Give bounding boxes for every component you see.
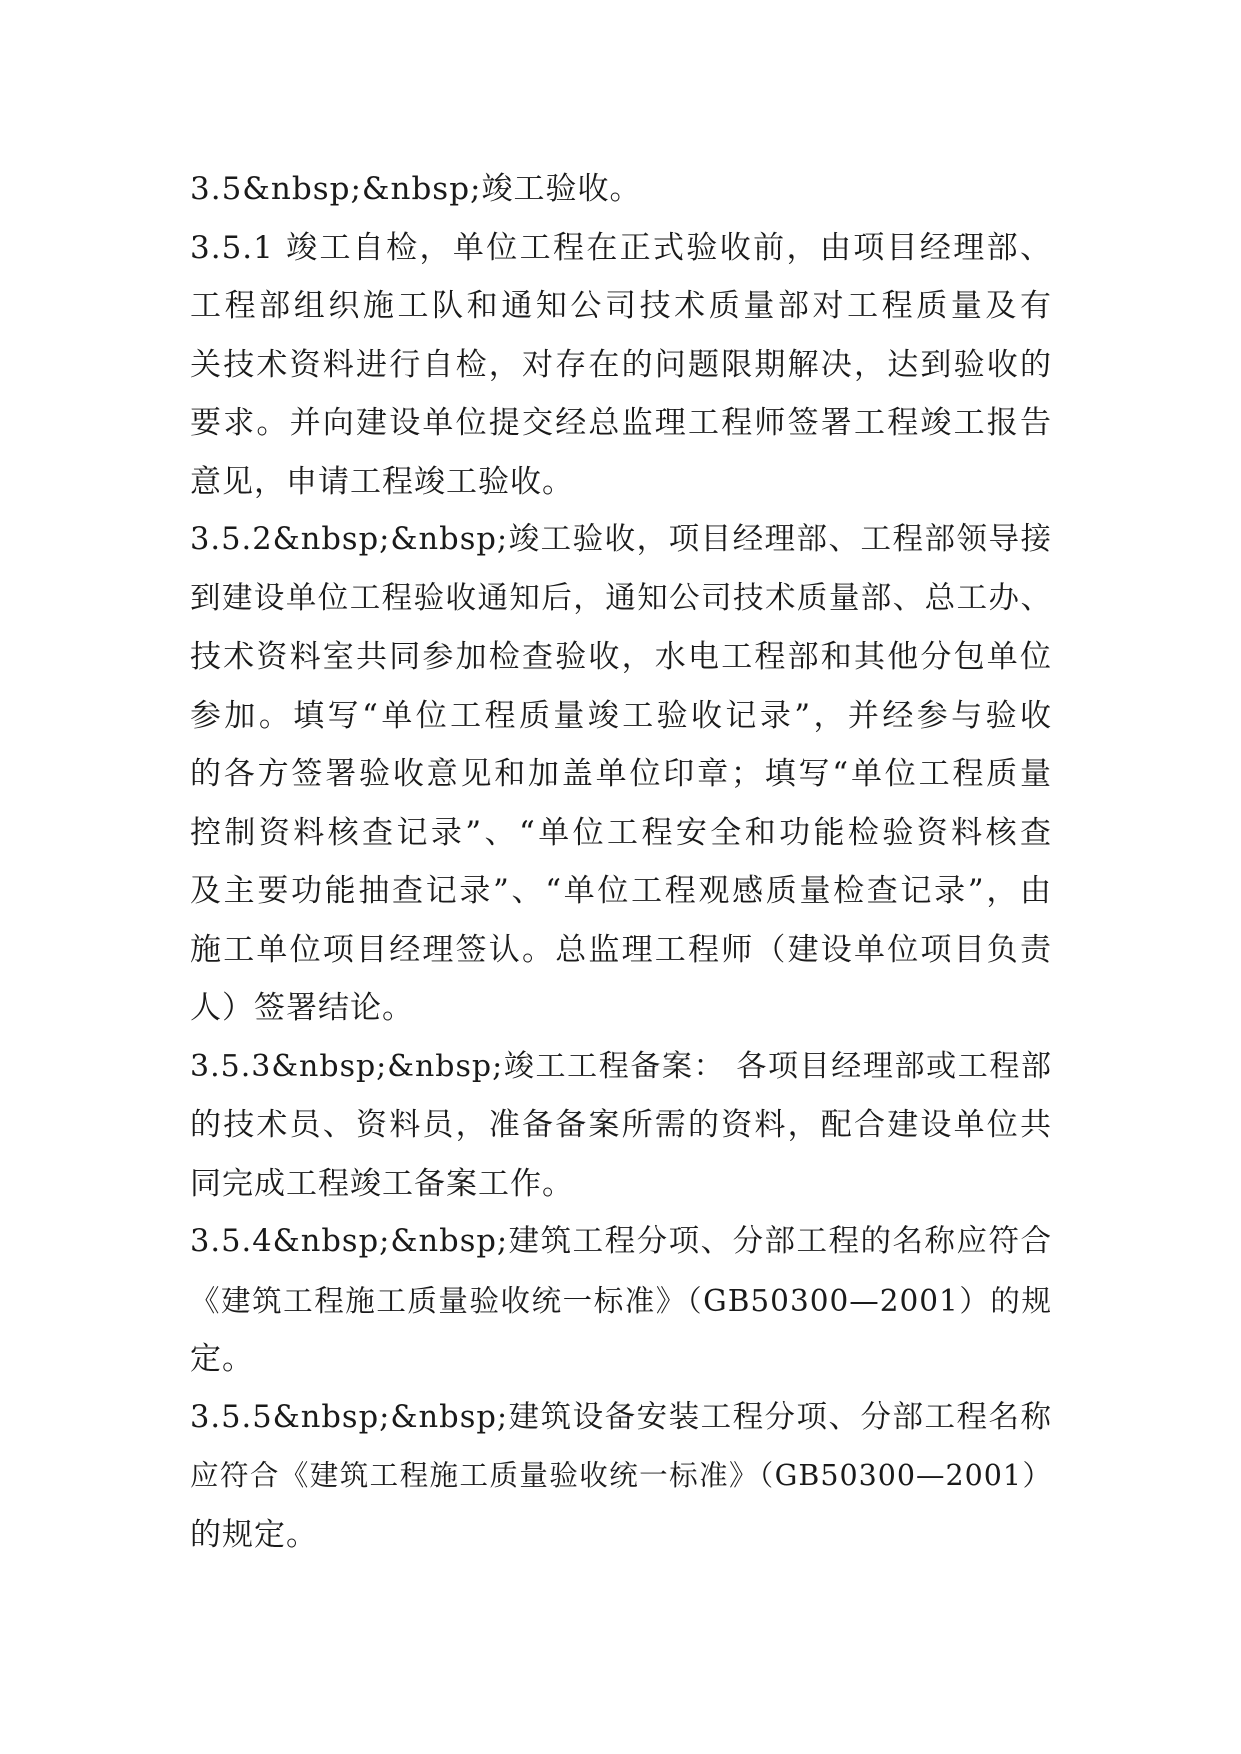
- text-line: 3.5.3&nbsp;&nbsp;竣工工程备案： 各项目经理部或工程部: [190, 1048, 1052, 1084]
- text-line: 3.5.1 竣工自检，单位工程在正式验收前，由项目经理部、: [190, 229, 1052, 266]
- text-line: 《建筑工程施工质量验收统一标准》（GB50300—2001）的规: [190, 1283, 1052, 1318]
- text-line: 同完成工程竣工备案工作。: [190, 1165, 574, 1202]
- text-line: 关技术资料进行自检，对存在的问题限期解决，达到验收的: [190, 346, 1052, 383]
- text-line: 人）签署结论。: [190, 990, 414, 1026]
- text-line: 参加。填写“单位工程质量竣工验收记录”，并经参与验收: [190, 697, 1052, 734]
- text-line: 3.5.2&nbsp;&nbsp;竣工验收，项目经理部、工程部领导接: [190, 522, 1052, 557]
- text-line: 及主要功能抽查记录”、“单位工程观感质量检查记录”，由: [190, 873, 1052, 909]
- text-line: 工程部组织施工队和通知公司技术质量部对工程质量及有: [190, 288, 1052, 324]
- text-line: 控制资料核查记录”、“单位工程安全和功能检验资料核查: [190, 814, 1052, 851]
- text-line: 的技术员、资料员，准备备案所需的资料，配合建设单位共: [190, 1107, 1052, 1143]
- text-line: 技术资料室共同参加检查验收，水电工程部和其他分包单位: [190, 639, 1052, 675]
- text-line: 要求。并向建设单位提交经总监理工程师签署工程竣工报告: [190, 405, 1052, 441]
- text-line: 3.5&nbsp;&nbsp;竣工验收。: [190, 171, 642, 207]
- text-line: 的规定。: [190, 1516, 318, 1553]
- text-line: 3.5.4&nbsp;&nbsp;建筑工程分项、分部工程的名称应符合: [190, 1224, 1052, 1259]
- text-line: 应符合《建筑工程施工质量验收统一标准》（GB50300—2001）: [190, 1459, 1052, 1492]
- document-body: [190, 160, 1052, 1564]
- text-line: 到建设单位工程验收通知后，通知公司技术质量部、总工办、: [190, 580, 1052, 616]
- text-line: 3.5.5&nbsp;&nbsp;建筑设备安装工程分项、分部工程名称: [190, 1399, 1052, 1435]
- text-line: 定。: [190, 1341, 254, 1377]
- text-line: 施工单位项目经理签认。总监理工程师（建设单位项目负责: [190, 931, 1052, 968]
- text-line: 意见，申请工程竣工验收。: [190, 463, 574, 500]
- text-line: 的各方签署验收意见和加盖单位印章；填写“单位工程质量: [190, 756, 1052, 792]
